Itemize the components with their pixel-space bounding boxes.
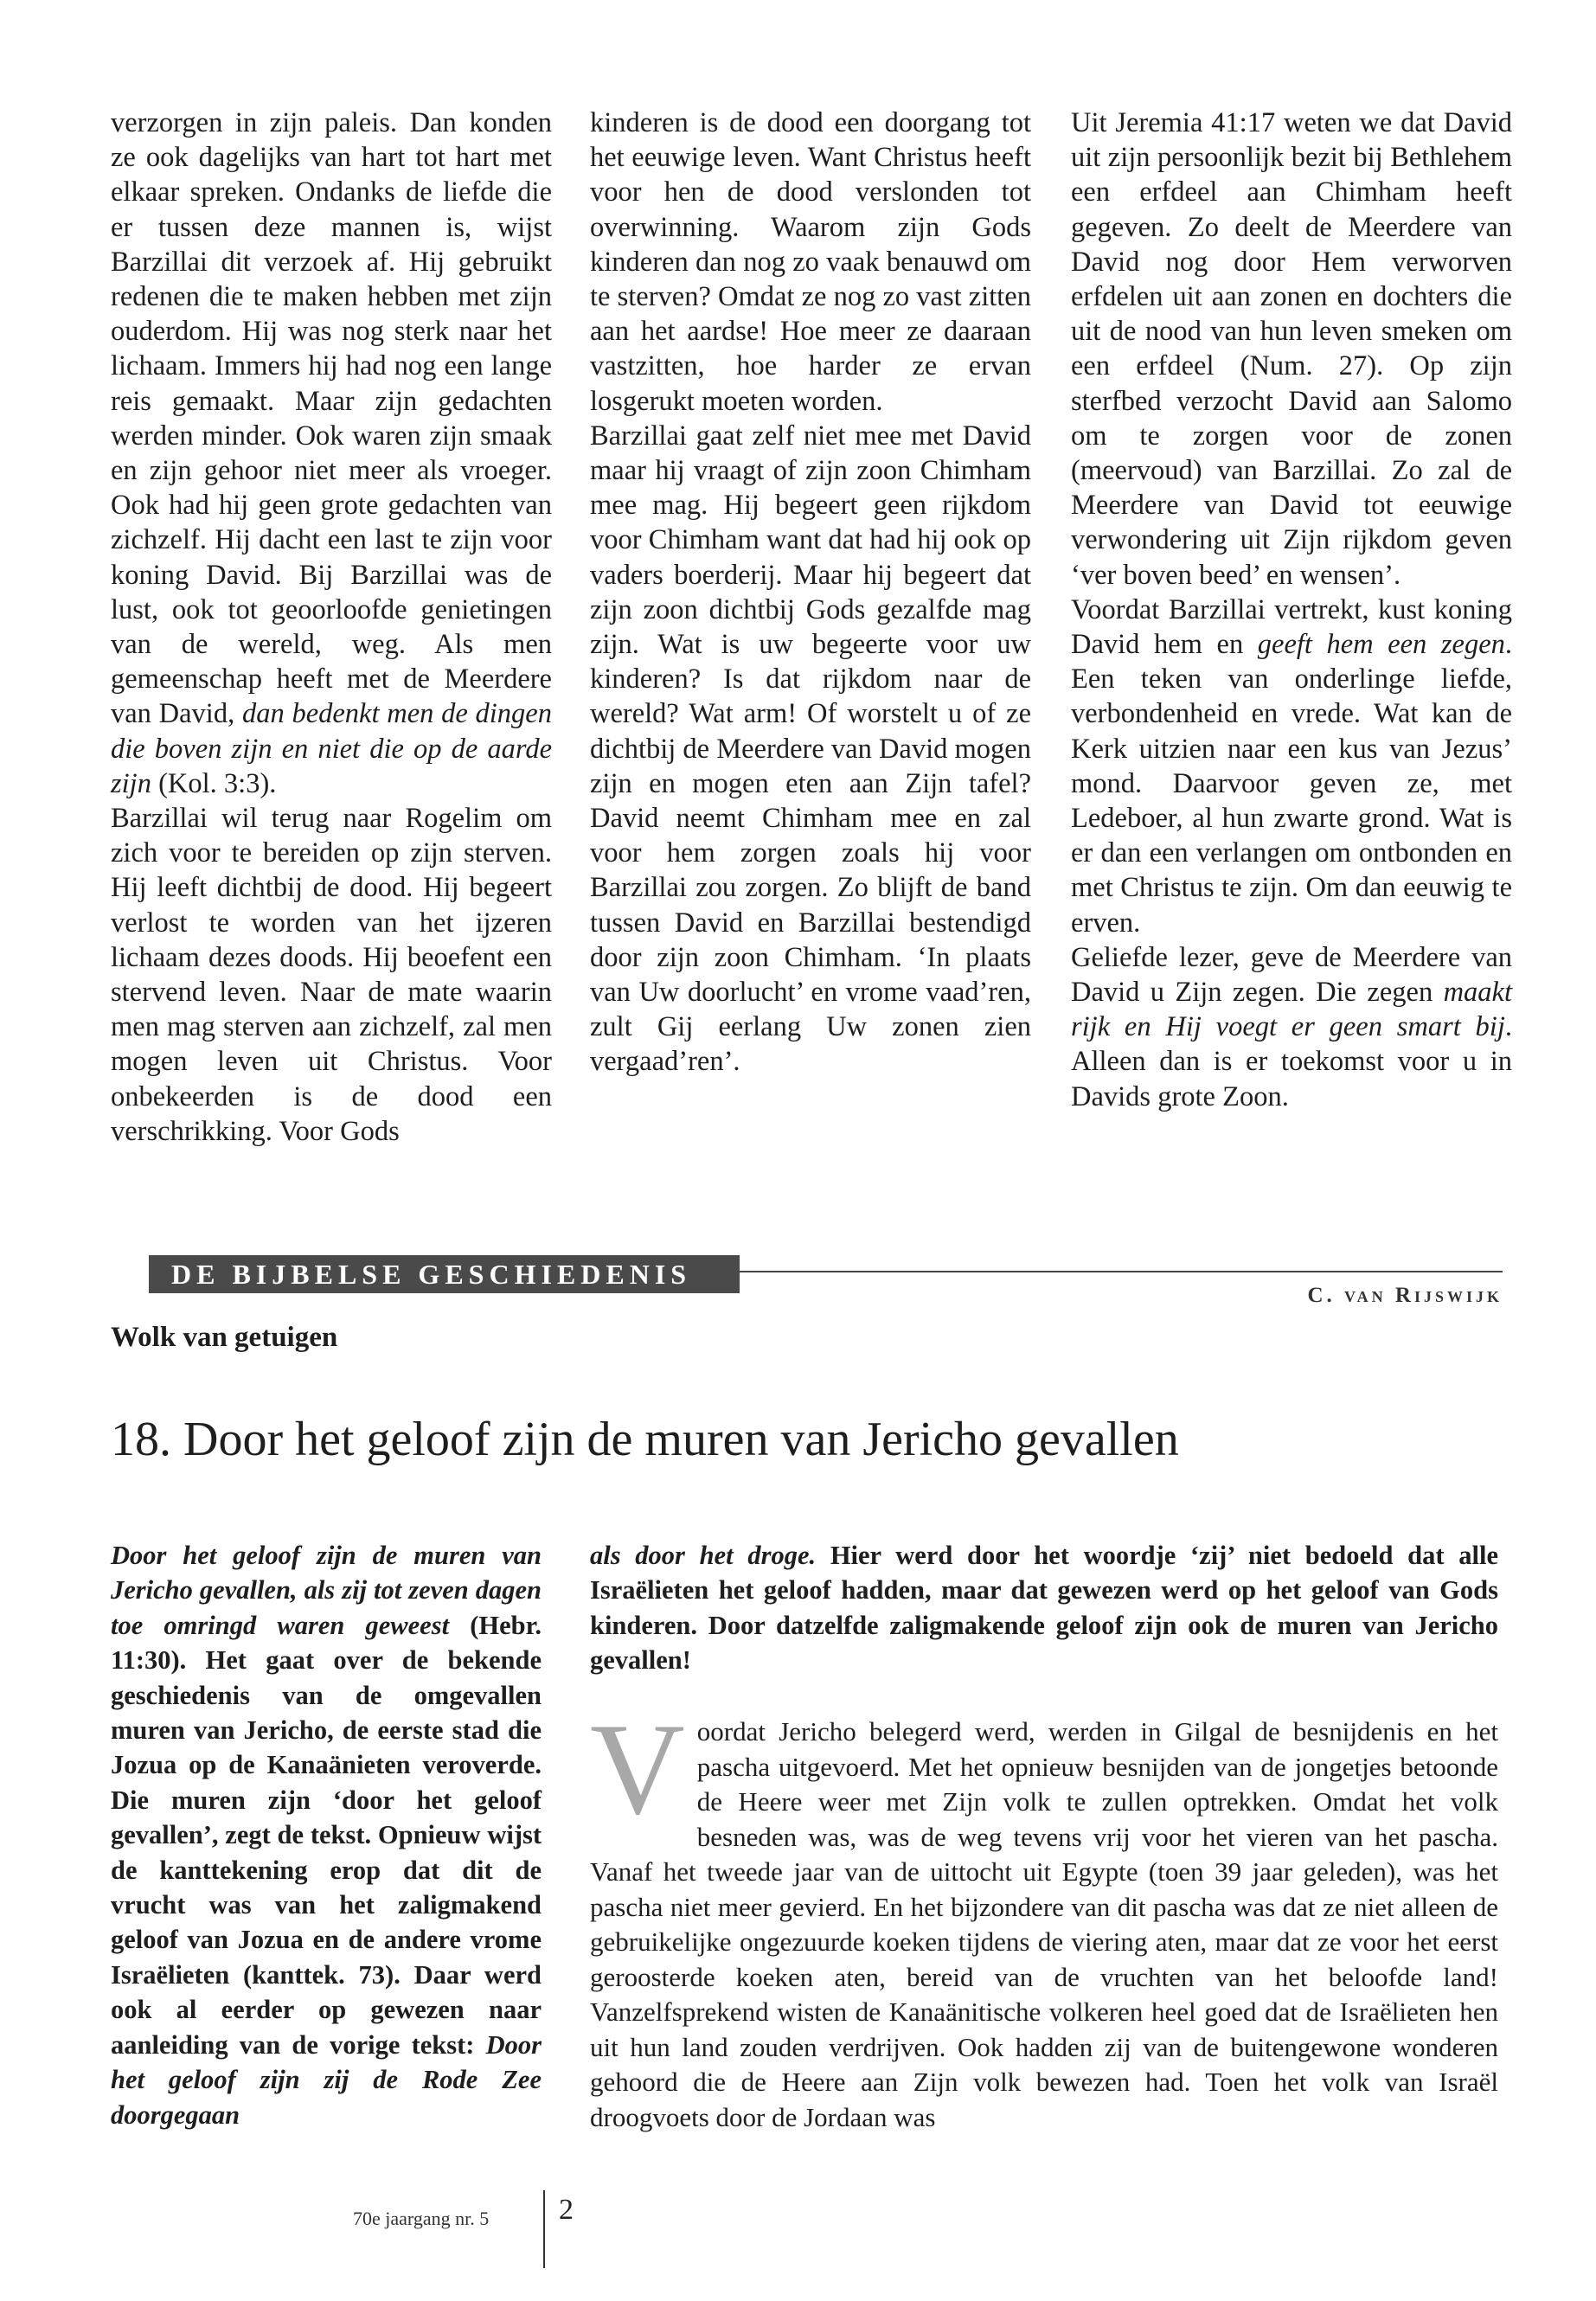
section-subtitle: Wolk van getuigen <box>111 1322 338 1353</box>
paragraph: verzorgen in zijn paleis. Dan konden ze ook dagelijks van hart tot hart met elkaar spreken. Ondanks de liefde die er tussen deze mannen is, wijst Barzillai dit verzoek af. Hij gebruikt redenen die te maken hebben met zijn ouderdom. Hij was nog sterk naar het lichaam. Immers hij had nog een lange reis gemaakt. Maar zijn gedachten werden minder. Ook waren zijn smaak en zijn gehoor niet meer als vroeger. Ook had hij geen grote gedachten van zichzelf. Hij dacht een last te zijn voor koning David. Bij Barzillai was de lust, ook tot geoorloofde genietingen van de wereld, weg. Als men gemeenschap heeft met de Meerdere van David, dan bedenkt men de dingen die boven zijn en niet die op de aarde zijn (Kol. 3:3). <box>111 107 552 799</box>
author-name: C. van Rijswijk <box>1307 1284 1503 1307</box>
article-column-3 <box>1071 106 1512 1114</box>
paragraph: Uit Jeremia 41:17 weten we dat David uit zijn persoonlijk bezit bij Bethlehem een erfdeel aan Chimham heeft gegeven. Zo deelt de Meerdere van David nog door Hem verworven erfdelen uit aan zonen en dochters die uit de nood van hun leven smeken om een erfdeel (Num. 27). Op zijn sterfbed verzocht David aan Salomo om te zorgen voor de zonen (meervoud) van Barzillai. Zo zal de Meerdere van David tot eeuwige verwondering uit Zijn rijkdom geven ‘ver boven beed’ en wensen’. <box>1071 107 1512 591</box>
drop-cap: V <box>590 1696 685 1842</box>
issue-label: 70e jaargang nr. 5 <box>353 2208 490 2229</box>
article-column-2 <box>590 106 1031 1080</box>
body-paragraph: Voordat Jericho belegerd werd, werden in Gilgal de besnijdenis en het pascha uitgevoerd. Met het opnieuw besnijden van de jongetjes betoonde de Heere weer met Zijn volk te zullen optrekken. Omdat het volk besneden was, was de weg tevens vrij voor het vieren van het pascha. Vanaf het tweede jaar van de uittocht uit Egypte (toen 39 jaar geleden), was het pascha niet meer gevierd. En het bijzondere van dit pascha was dat ze niet alleen de gebruikelijke ongezuurde koeken tijdens de viering aten, maar dat ze voor het eerst geroosterde koeken aten, bereid van de vruchten van het beloofde land! Vanzelfsprekend wisten de Kanaänitische volkeren heel goed dat de Israëlieten hen uit hun land zouden verdrijven. Ook hadden zij van de buitengewone wonderen gehoord die de Heere aan Zijn volk bewezen had. Toen het volk van Israël droogvoets door de Jordaan was <box>590 1696 1498 2132</box>
paragraph: Barzillai gaat zelf niet mee met David maar hij vraagt of zijn zoon Chimham mee mag. Hij begeert geen rijkdom voor Chimham want dat had hij ook op vaders boerderij. Maar hij begeert dat zijn zoon dichtbij Gods gezalfde mag zijn. Wat is uw begeerte voor uw kinderen? Is dat rijkdom naar de wereld? Wat arm! Of worstelt u of ze dichtbij de Meerdere van David mogen zijn en mogen eten aan Zijn tafel? David neemt Chimham mee en zal voor hem zorgen zoals hij voor Barzillai zou zorgen. Zo blijft de band tussen David en Barzillai bestendigd door zijn zoon Chimham. ‘In plaats van Uw doorlucht’ en vrome vaad’ren, zult Gij eerlang Uw zonen zien vergaad’ren’. <box>590 420 1032 1078</box>
page-number: 2 <box>559 2194 574 2226</box>
section-banner-label: DE BIJBELSE GESCHIEDENIS <box>171 1259 692 1290</box>
paragraph: Voordat Barzillai vertrekt, kust koning David hem en geeft hem een zegen. Een teken van onderlinge liefde, verbondenheid en vrede. Wat kan de Kerk uitzien naar een kus van Jezus’ mond. Daarvoor geven ze, met Ledeboer, al hun zwarte grond. Wat is er dan een verlangen om ontbonden en met Christus te zijn. Om dan eeuwig te erven. <box>1071 593 1512 939</box>
footer-divider <box>543 2190 545 2268</box>
lead-paragraph-left: Door het geloof zijn de muren van Jericho gevallen, als zij tot zeven dagen toe omringd waren geweest (Hebr. 11:30). Het gaat over de bekende geschiedenis van de omgevallen muren van Jericho, de eerste stad die Jozua op de Kanaänieten veroverde. Die muren zijn ‘door het geloof gevallen’, zegt de tekst. Opnieuw wijst de kanttekening erop dat dit de vrucht was van het zaligmakend geloof van Jozua en de andere vrome Israëlieten (kanttek. 73). Daar werd ook al eerder op gewezen naar aanleiding van de vorige tekst: Door het geloof zijn zij de Rode Zee doorgegaan <box>111 1541 542 2130</box>
lead-paragraph-right: als door het droge. Hier werd door het woordje ‘zij’ niet bedoeld dat alle Israëlieten het geloof hadden, maar dat gewezen werd op het geloof van Gods kinderen. Door datzelfde zaligmakende geloof zijn ook de muren van Jericho gevallen! <box>590 1541 1498 1676</box>
paragraph: kinderen is de dood een doorgang tot het eeuwige leven. Want Christus heeft voor hen de dood verslonden tot overwinning. Waarom zijn Gods kinderen dan nog zo vaak benauwd om te sterven? Omdat ze nog zo vast zitten aan het aardse! Hoe meer ze daaraan vastzitten, hoe harder ze ervan losgerukt moeten worden. <box>590 107 1031 417</box>
paragraph: Geliefde lezer, geve de Meerdere van David u Zijn zegen. Die zegen maakt rijk en Hij voegt er geen smart bij. Alleen dan is er toekomst voor u in Davids grote Zoon. <box>1071 941 1512 1112</box>
article-headline: 18. Door het geloof zijn de muren van Jericho gevallen <box>111 1413 1179 1466</box>
paragraph: Barzillai wil terug naar Rogelim om zich voor te bereiden op zijn sterven. Hij leeft dichtbij de dood. Hij begeert verlost te worden van het ijzeren lichaam dezes doods. Hij beoefent een stervend leven. Naar de mate waarin men mag sterven aan zichzelf, zal men mogen leven uit Christus. Voor onbekeerden is de dood een verschrikking. Voor Gods <box>111 803 552 1147</box>
article-column-1 <box>111 106 552 1149</box>
